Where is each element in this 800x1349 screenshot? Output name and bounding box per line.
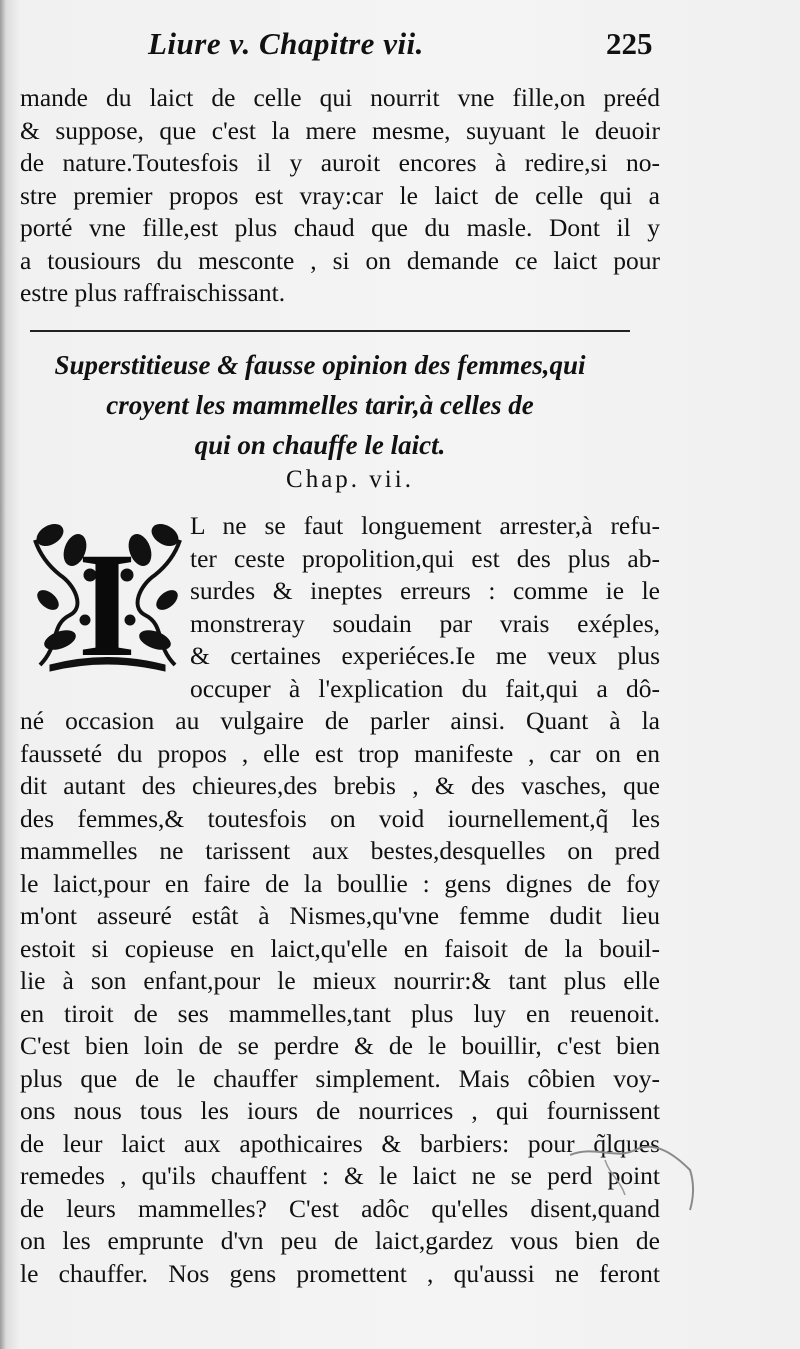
text-line: de leurs mammelles? C'est adôc qu'elles disent,quand (20, 1193, 660, 1223)
text-line: mande du laict de celle qui nourrit vne fille,on preéd (20, 83, 660, 112)
text-line: le laict,pour en faire de la boullie : gens dignes de foy (20, 868, 660, 898)
text-line: estoit si copieuse en laict,qu'elle en faisoit de la bouil- (20, 933, 660, 963)
text-line: C'est bien loin de se perdre & de le bouillir, c'est bien (20, 1031, 660, 1060)
text-line: né occasion au vulgaire de parler ainsi. Quant à la (20, 706, 660, 735)
initial-letter: I (77, 522, 137, 675)
page-header (0, 18, 800, 78)
text-line: ter ceste propolition,qui est des plus ab- (190, 543, 660, 573)
text-line: on les emprunte d'vn peu de laict,gardez vous bien de (20, 1226, 660, 1255)
chapter-title (40, 345, 600, 465)
chapter-title-line: croyent les mammelles tarir,à celles de (106, 390, 534, 420)
text-line: monstreray soudain par vrais exéples, (190, 608, 660, 638)
text-line: mammelles ne tarissent aux bestes,desquelles on pred (20, 836, 660, 865)
text-line: estre plus raffraischissant. (20, 278, 286, 307)
text-line: porté vne fille,est plus chaud que du masle. Dont il y (20, 213, 660, 242)
text-line: lie à son enfant,pour le mieux nourrir:& tant plus elle (20, 966, 660, 995)
indented-paragraph (190, 510, 660, 705)
text-line: le chauffer. Nos gens promettent , qu'aussi ne feront (20, 1258, 660, 1288)
text-line: en tiroit de ses mammelles,tant plus luy en reuenoit. (20, 998, 660, 1028)
text-line: plus que de le chauffer simplement. Mais côbien voy- (20, 1063, 660, 1093)
text-line: & suppose, que c'est la mere mesme, suyuant le deuoir (20, 115, 660, 145)
text-line: & certaines experiéces.Ie me veux plus (190, 641, 660, 670)
chapter-label: Chap. vii. (286, 466, 414, 493)
text-line: L ne se faut longuement arrester,à refu- (190, 511, 660, 540)
chapter-title-line: Superstitieuse & fausse opinion des femmes,qui (54, 350, 586, 380)
text-line: occuper à l'explication du fait,qui a dô- (190, 673, 660, 703)
paper-fiber-mark (565, 1115, 705, 1215)
text-line: fausseté du propos , elle est trop manifeste , car on en (20, 738, 660, 768)
text-line: m'ont asseuré estât à Nismes,qu'vne femme dudit lieu (20, 901, 660, 930)
running-head: Liure v. Chapitre vii. (148, 26, 424, 61)
text-line: remedes , qu'ils chauffent : & le laict ne se perd point (20, 1161, 660, 1190)
body-paragraph (20, 705, 660, 1290)
text-line: a tousiours du mesconte , si on demande ce laict pour (20, 245, 660, 275)
chapter-title-line: qui on chauffe le laict. (194, 430, 446, 460)
top-paragraph (20, 82, 660, 310)
text-line: dit autant des chieures,des brebis , & des vasches, que (20, 771, 660, 800)
text-line: ons nous tous les iours de nourrices , qui fournissent (20, 1096, 660, 1125)
text-line: de leur laict aux apothicaires & barbiers: pour q̃lques (20, 1128, 660, 1158)
page-number: 225 (606, 26, 653, 61)
decorated-initial (30, 515, 185, 675)
text-line: des femmes,& toutesfois on void iournellement,q̃ les (20, 803, 660, 833)
section-divider (30, 330, 630, 332)
text-line: stre premier propos est vray:car le laict de celle qui a (20, 180, 660, 210)
text-line: surdes & ineptes erreurs : comme ie le (190, 576, 660, 605)
text-line: de nature.Toutesfois il y auroit encores à redire,si no- (20, 148, 660, 177)
